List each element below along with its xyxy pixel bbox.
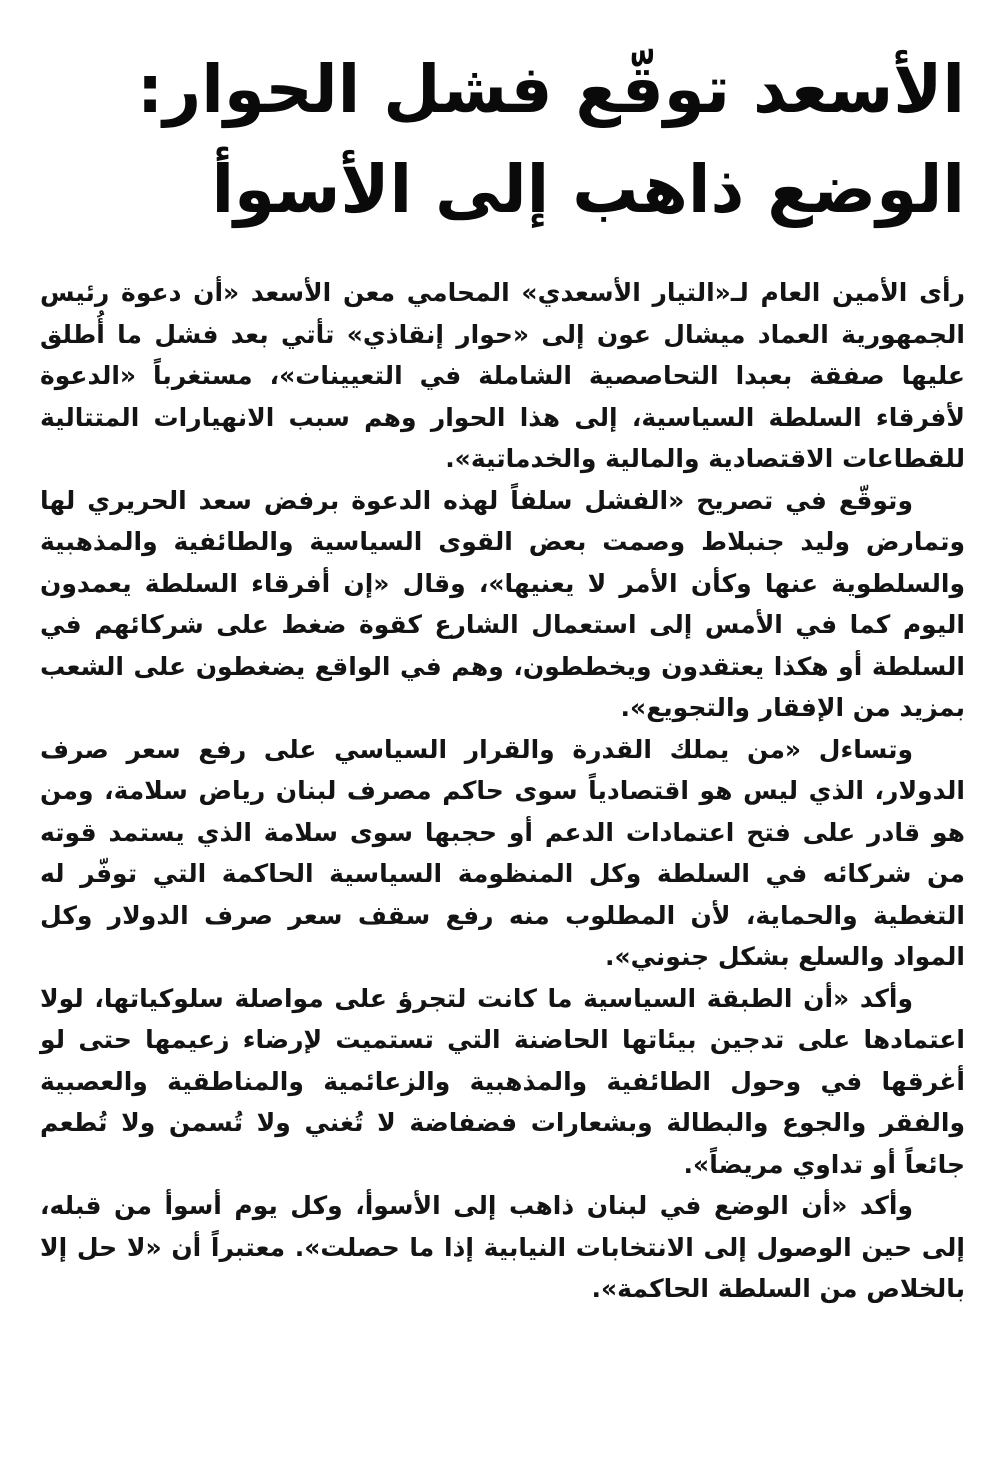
- paragraph-2: وتوقّع في تصريح «الفشل سلفاً لهذه الدعوة برفض سعد الحريري لها وتمارض وليد جنبلاط وصمت بعض القوى السياسية والطائفية والمذهبية والسلطوية عنها وكأن الأمر لا يعنيها»، وقال «إن أفرقاء السلطة يعمدون اليوم كما في الأمس إلى استعمال الشارع كقوة ضغط على شركائهم في السلطة أو هكذا يعتقدون ويخططون، وهم في الواقع يضغطون على الشعب بمزيد من الإفقار والتجويع».: [40, 485, 965, 722]
- paragraph-5: وأكد «أن الوضع في لبنان ذاهب إلى الأسوأ، وكل يوم أسوأ من قبله، إلى حين الوصول إلى الانتخابات النيابية إذا ما حصلت». معتبراً أن «لا حل إلا بالخلاص من السلطة الحاكمة».: [40, 1191, 965, 1303]
- paragraph-4: وأكد «أن الطبقة السياسية ما كانت لتجرؤ على مواصلة سلوكياتها، لولا اعتمادها على تدجين بيئاتها الحاضنة التي تستميت لإرضاء زعيمها حتى لو أغرقها في وحول الطائفية والمذهبية والزعائمية والمناطقية والعصبية والفقر والجوع والبطالة وبشعارات فضفاضة لا تُغني ولا تُسمن ولا تُطعم جائعاً أو تداوي مريضاً».: [40, 983, 965, 1179]
- article-body: [40, 272, 965, 1310]
- paragraph-3: وتساءل «من يملك القدرة والقرار السياسي على رفع سعر صرف الدولار، الذي ليس هو اقتصادياً سوى حاكم مصرف لبنان رياض سلامة، ومن هو قادر على فتح اعتمادات الدعم أو حجبها سوى سلامة الذي يستمد قوته من شركائه في السلطة وكل المنظومة السياسية الحاكمة التي توفّر له التغطية والحماية، لأن المطلوب منه رفع سقف سعر صرف الدولار وكل المواد والسلع بشكل جنوني».: [40, 734, 965, 971]
- headline-line-1: الأسعد توقّع فشل الحوار:: [136, 51, 965, 128]
- paragraph-1: رأى الأمين العام لـ«التيار الأسعدي» المحامي معن الأسعد «أن دعوة رئيس الجمهورية العماد ميشال عون إلى «حوار إنقاذي» تأتي بعد فشل ما أُطلق عليها صفقة بعبدا التحاصصية الشاملة في التعيينات»، مستغرباً «الدعوة لأفرقاء السلطة السياسية، إلى هذا الحوار وهم سبب الانهيارات المتتالية للقطاعات الاقتصادية والمالية والخدماتية».: [40, 278, 965, 473]
- headline-line-2: الوضع ذاهب إلى الأسوأ: [211, 151, 965, 228]
- news-article: [40, 40, 965, 1440]
- article-headline: [40, 40, 965, 240]
